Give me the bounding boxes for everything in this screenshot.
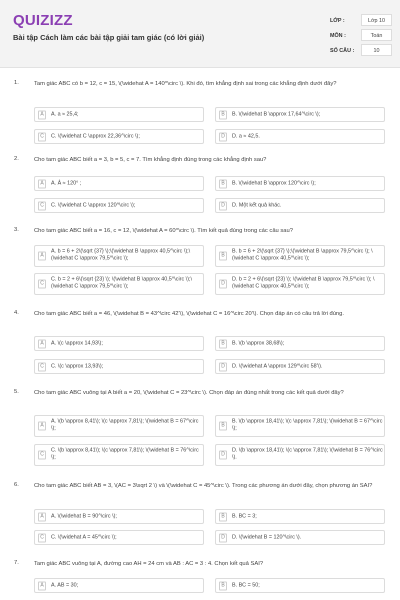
- question-number: 6.: [14, 482, 19, 488]
- question-number: 5.: [14, 389, 19, 395]
- meta-grade: [328, 14, 394, 27]
- option-letter: A: [38, 512, 46, 521]
- answer-option-c[interactable]: [34, 359, 204, 374]
- option-letter: D: [219, 132, 227, 141]
- answer-option-b[interactable]: [215, 509, 385, 524]
- meta-subject-value: Toán: [361, 29, 392, 41]
- option-text: C. \(c \approx 13,93\);: [51, 362, 104, 369]
- answer-option-a[interactable]: [34, 176, 204, 191]
- option-letter: A: [38, 110, 46, 119]
- answer-option-b[interactable]: [215, 336, 385, 351]
- option-letter: D: [219, 280, 227, 289]
- option-text: B. \(\widehat B \approx 17,64^\circ \);: [232, 110, 321, 117]
- option-text: B. \(b \approx 18,41\); \(c \approx 7,81\); \(\widehat B = 67^\circ \);: [232, 418, 383, 432]
- answer-option-c[interactable]: [34, 198, 204, 213]
- question-text: Tam giác ABC có b = 12, c = 15, \(\widehat A = 140^\circ \). Khi đó, tìm khẳng định sai trong các khẳng định dưới đây?: [34, 81, 337, 87]
- option-letter: C: [38, 362, 46, 371]
- meta-subject: [328, 29, 394, 42]
- option-text: D. Một kết quả khác.: [232, 201, 282, 208]
- question-text: Cho tam giác ABC biết a = 3, b = 5, c = 7. Tìm khẳng định đúng trong các khẳng định sau?: [34, 157, 267, 163]
- option-text: A. AB = 30;: [51, 581, 79, 588]
- option-letter: B: [219, 179, 227, 188]
- meta-grade-label: LỚP :: [330, 18, 345, 24]
- answer-option-b[interactable]: [215, 578, 385, 593]
- answer-option-b[interactable]: [215, 415, 385, 437]
- option-text: A. Â ≈ 120° ;: [51, 179, 82, 186]
- option-text: B. \(b \approx 38,68\);: [232, 339, 285, 346]
- answer-option-c[interactable]: [34, 129, 204, 144]
- answer-option-c[interactable]: [34, 444, 204, 466]
- worksheet-header: [0, 0, 400, 68]
- option-text: A. b = 6 + 2\(\sqrt {37} \);\(\widehat B \approx 40,5^\circ \);\(\widehat C \approx 79,5^\circ \);: [51, 248, 191, 262]
- answer-option-a[interactable]: [34, 578, 204, 593]
- answer-option-a[interactable]: [34, 509, 204, 524]
- option-letter: C: [38, 451, 46, 460]
- option-text: D. \(\widehat B = 120^\circ \).: [232, 533, 302, 540]
- question-number: 2.: [14, 156, 19, 162]
- option-text: B. BC = 3;: [232, 512, 257, 519]
- option-letter: B: [219, 252, 227, 261]
- question-text: Tam giác ABC vuông tại A, đường cao AH = 24 cm và AB : AC = 3 : 4. Chọn kết quả SAI?: [34, 561, 264, 567]
- meta-question-count: [328, 44, 394, 57]
- meta-grade-value: Lớp 10: [361, 14, 392, 26]
- meta-count-label: SỐ CÂU :: [330, 48, 355, 54]
- option-text: C. b = 2 + 6\(\sqrt {23} \); \(\widehat B \approx 40,5^\circ \);\(\widehat C \approx 79,5^\circ \);: [51, 276, 192, 290]
- option-text: A. \(c \approx 14,93\);: [51, 339, 103, 346]
- option-letter: D: [219, 201, 227, 210]
- answer-option-d[interactable]: [215, 129, 385, 144]
- option-letter: D: [219, 451, 227, 460]
- answer-option-d[interactable]: [215, 444, 385, 466]
- option-text: D. \(b \approx 18,41\); \(c \approx 7,81\); \(\widehat B = 76^\circ \).: [232, 447, 383, 461]
- option-letter: A: [38, 422, 46, 431]
- option-text: C. \(b \approx 8,41\); \(c \approx 7,81\); \(\widehat B = 76^\circ \);: [51, 447, 199, 461]
- question-number: 3.: [14, 227, 19, 233]
- option-text: C. \(\widehat C \approx 22,36^\circ \);: [51, 132, 140, 139]
- option-text: D. b = 2 + 6\(\sqrt {23} \); \(\widehat B \approx 79,5^\circ \); \(\widehat C \approx 40,5^\circ \);: [232, 276, 375, 290]
- option-letter: C: [38, 280, 46, 289]
- option-text: D. \(\widehat A \approx 129^\circ 58'\).: [232, 362, 323, 369]
- option-letter: C: [38, 533, 46, 542]
- worksheet-title: Bài tập Cách làm các bài tập giải tam giác (có lời giải): [13, 33, 205, 42]
- answer-option-c[interactable]: [34, 273, 204, 295]
- answer-option-a[interactable]: [34, 336, 204, 351]
- option-text: D. a ≈ 42,5.: [232, 132, 260, 139]
- option-text: B. b = 6 + 2\(\sqrt {37} \);\(\widehat B \approx 79,5^\circ \); \(\widehat C \approx 40,5^\circ \);: [232, 248, 373, 262]
- option-letter: C: [38, 132, 46, 141]
- option-letter: B: [219, 110, 227, 119]
- answer-option-b[interactable]: [215, 245, 385, 267]
- question-text: Cho tam giác ABC biết a = 46, \(\widehat B = 43^\circ 42'\), \(\widehat C = 16^\circ 20'\). Chọn đáp án có câu trả lời đúng.: [34, 311, 344, 317]
- answer-option-b[interactable]: [215, 176, 385, 191]
- question-number: 4.: [14, 310, 19, 316]
- option-text: C. \(\widehat A = 45^\circ \);: [51, 533, 117, 540]
- option-letter: A: [38, 581, 46, 590]
- option-text: B. \(\widehat B \approx 120^\circ \);: [232, 179, 316, 186]
- option-text: B. BC = 50;: [232, 581, 260, 588]
- option-letter: A: [38, 252, 46, 261]
- quizizz-logo: QUIZIZZ: [13, 12, 73, 29]
- answer-option-d[interactable]: [215, 359, 385, 374]
- question-number: 1.: [14, 80, 19, 86]
- answer-option-a[interactable]: [34, 245, 204, 267]
- answer-option-a[interactable]: [34, 415, 204, 437]
- question-text: Cho tam giác ABC biết a = 16, c = 12, \(\widehat A = 60^\circ \). Tìm kết quả đúng trong các câu sau?: [34, 228, 293, 234]
- answer-option-d[interactable]: [215, 273, 385, 295]
- meta-subject-label: MÔN :: [330, 33, 346, 39]
- meta-count-value: 10: [361, 44, 392, 56]
- answer-option-d[interactable]: [215, 198, 385, 213]
- option-letter: B: [219, 581, 227, 590]
- answer-option-c[interactable]: [34, 530, 204, 545]
- option-text: C. \(\widehat C \approx 120^\circ \);: [51, 201, 136, 208]
- option-letter: C: [38, 201, 46, 210]
- option-text: A. a ≈ 25,4;: [51, 110, 79, 117]
- question-number: 7.: [14, 560, 19, 566]
- question-text: Cho tam giác ABC vuông tại A biết a = 20, \(\widehat C = 23^\circ \). Chọn đáp án đúng nhất trong các kết quả dưới đây?: [34, 390, 344, 396]
- answer-option-a[interactable]: [34, 107, 204, 122]
- option-text: A. \(\widehat B = 90^\circ \);: [51, 512, 117, 519]
- option-text: A. \(b \approx 8,41\); \(c \approx 7,81\); \(\widehat B = 67^\circ \);: [51, 418, 199, 432]
- option-letter: D: [219, 362, 227, 371]
- option-letter: B: [219, 512, 227, 521]
- option-letter: D: [219, 533, 227, 542]
- option-letter: B: [219, 422, 227, 431]
- question-text: Cho tam giác ABC biết AB = 3, \(AC = 3\sqrt 2 \) và \(\widehat C = 45^\circ \). Trong các phương án dưới đây, chọn phương án SAI?: [34, 483, 373, 489]
- option-letter: B: [219, 339, 227, 348]
- option-letter: A: [38, 179, 46, 188]
- answer-option-d[interactable]: [215, 530, 385, 545]
- option-letter: A: [38, 339, 46, 348]
- answer-option-b[interactable]: [215, 107, 385, 122]
